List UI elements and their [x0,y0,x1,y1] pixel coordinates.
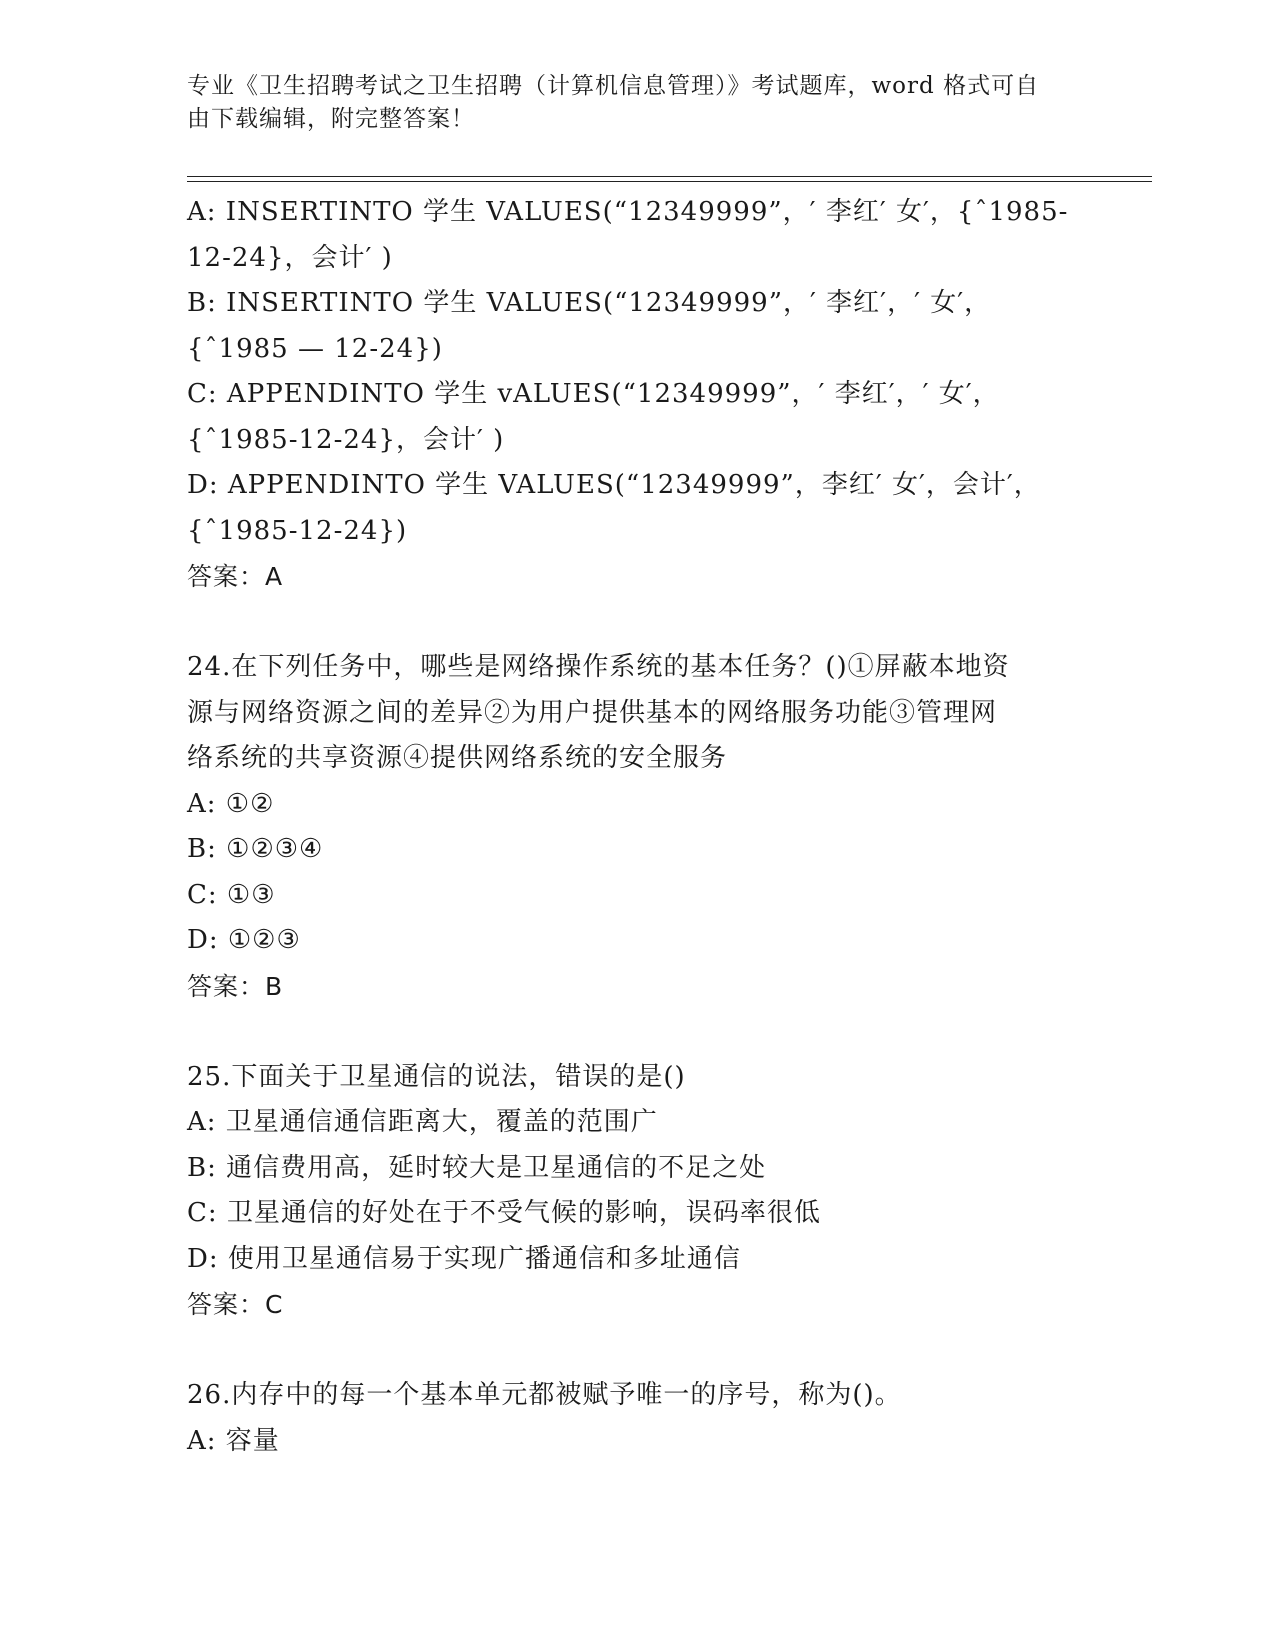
q25-option-d: D: 使用卫星通信易于实现广播通信和多址通信 [187,1243,741,1274]
q24-option-d: D: ①②③ [187,925,301,955]
q23-option-d-line-1: D: APPENDINTO 学生 VALUES(“12349999”，李红′ 女′，会计′， [187,470,1041,500]
spacer [187,600,1077,646]
question-content [187,190,1077,1464]
q25-option-a: A: 卫星通信通信距离大，覆盖的范围广 [187,1107,658,1137]
document-header [187,70,1067,136]
q25-option-b: B: 通信费用高，延时较大是卫星通信的不足之处 [187,1152,767,1183]
question-23 [187,190,1077,600]
q23-option-a-line-1: A: INSERTINTO 学生 VALUES(“12349999”，′ 李红′ 女′，{ˆ1985- [187,197,1069,227]
q25-option-c: C: 卫星通信的好处在于不受气候的影响，误码率很低 [187,1198,821,1228]
q26-stem: 26.内存中的每一个基本单元都被赋予唯一的序号，称为()。 [187,1380,902,1410]
q25-answer: 答案：C [187,1290,284,1319]
q24-option-c: C: ①③ [187,879,276,910]
header-divider-bottom [187,181,1152,182]
q25-stem: 25.下面关于卫星通信的说法，错误的是() [187,1061,686,1092]
question-26 [187,1373,1077,1464]
q23-option-b-line-1: B: INSERTINTO 学生 VALUES(“12349999”，′ 李红′，′ 女′， [187,288,992,318]
question-25 [187,1055,1077,1328]
q24-stem-line-3: 络系统的共享资源④提供网络系统的安全服务 [187,743,728,773]
q23-option-c-line-2: {ˆ1985-12-24}，会计′ ) [187,424,505,455]
q24-answer: 答案：B [187,971,284,1001]
q23-option-b-line-2: {ˆ1985 — 12-24}) [187,333,443,364]
header-line-1: 专业《卫生招聘考试之卫生招聘（计算机信息管理）》考试题库，word 格式可自 [187,73,1040,99]
q23-option-d-line-2: {ˆ1985-12-24}) [187,515,408,546]
q23-option-a-line-2: 12-24}，会计′ ) [187,242,393,273]
q26-option-a: A: 容量 [187,1425,280,1456]
spacer [187,1009,1077,1055]
q24-stem-line-2: 源与网络资源之间的差异②为用户提供基本的网络服务功能③管理网 [187,697,998,728]
spacer [187,1328,1077,1374]
q23-option-c-line-1: C: APPENDINTO 学生 vALUES(“12349999”，′ 李红′，′ 女′， [187,379,1000,409]
q24-option-a: A: ①② [187,788,275,819]
q24-stem-line-1: 24.在下列任务中，哪些是网络操作系统的基本任务？()①屏蔽本地资 [187,652,1010,682]
q24-option-b: B: ①②③④ [187,834,324,864]
header-divider-top [187,176,1152,177]
q23-answer: 答案：A [187,562,284,591]
question-24 [187,645,1077,1009]
header-line-2: 由下载编辑，附完整答案！ [187,106,475,132]
